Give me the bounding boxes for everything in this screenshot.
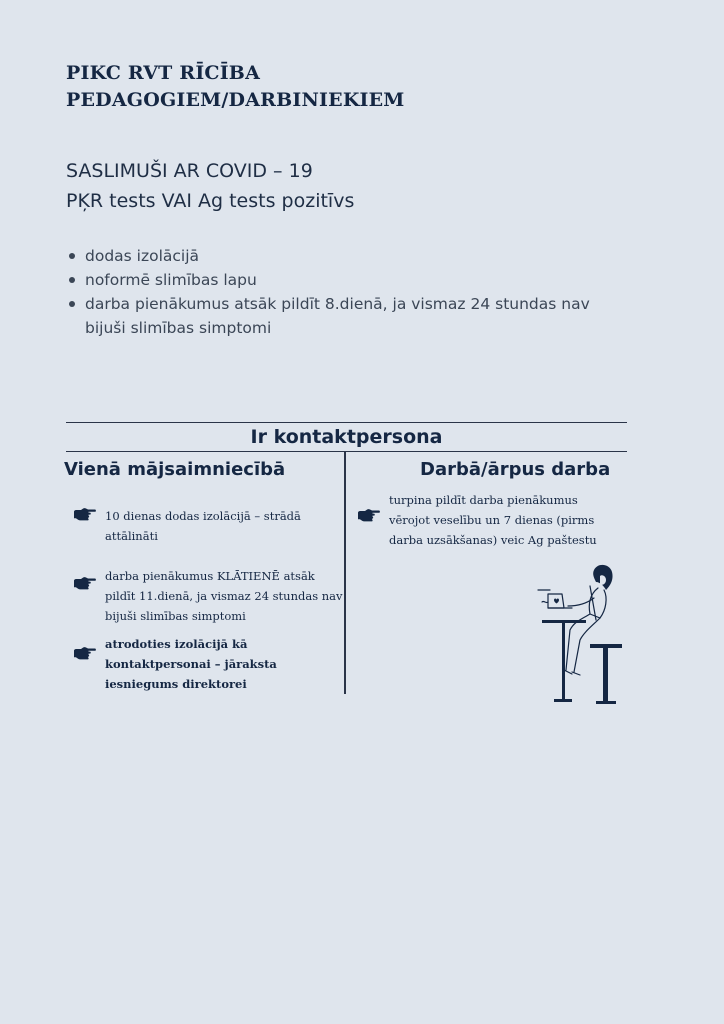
- bullet-item: dodas izolācijā: [66, 244, 626, 268]
- work-column-heading: Darbā/ārpus darba: [420, 459, 611, 480]
- pointing-hand-icon: [73, 507, 97, 523]
- pointing-hand-icon: [73, 646, 97, 662]
- title-line-1: PIKC RVT RĪCĪBA: [66, 62, 261, 84]
- woman-at-laptop-illustration: [528, 560, 628, 710]
- column-divider: [344, 452, 346, 694]
- household-item-2: darba pienākumus KLĀTIENĒ atsāk pildīt 11.dienā, ja vismaz 24 stundas nav bijuši slimības simptomi: [105, 569, 343, 623]
- subtitle-line-1: SASLIMUŠI AR COVID – 19: [66, 160, 313, 182]
- section-top-divider: [66, 422, 627, 423]
- action-bullet-list: [66, 244, 626, 340]
- household-item-1: 10 dienas dodas izolācijā – strādā attālināti: [105, 509, 301, 543]
- work-item-1: turpina pildīt darba pienākumus vērojot veselību un 7 dienas (pirms darba uzsākšanas) veic Ag paštestu: [389, 493, 597, 547]
- pointing-hand-icon: [73, 576, 97, 592]
- section-bottom-divider: [66, 451, 627, 452]
- contact-section-heading: Ir kontaktpersona: [250, 426, 443, 448]
- page-subtitle: [66, 156, 354, 216]
- pointing-hand-icon: [357, 508, 381, 524]
- bullet-item: noformē slimības lapu: [66, 268, 626, 292]
- title-line-2: PEDAGOGIEM/DARBINIEKIEM: [66, 89, 405, 111]
- bullet-item: darba pienākumus atsāk pildīt 8.dienā, ja vismaz 24 stundas nav bijuši slimības simptomi: [66, 292, 626, 340]
- subtitle-line-2: PĶR tests VAI Ag tests pozitīvs: [66, 190, 355, 212]
- household-item-3: atrodoties izolācijā kā kontaktpersonai – jāraksta iesniegums direktorei: [105, 637, 277, 691]
- household-column-heading: Vienā mājsaimniecībā: [64, 459, 286, 480]
- page-title: [66, 60, 405, 114]
